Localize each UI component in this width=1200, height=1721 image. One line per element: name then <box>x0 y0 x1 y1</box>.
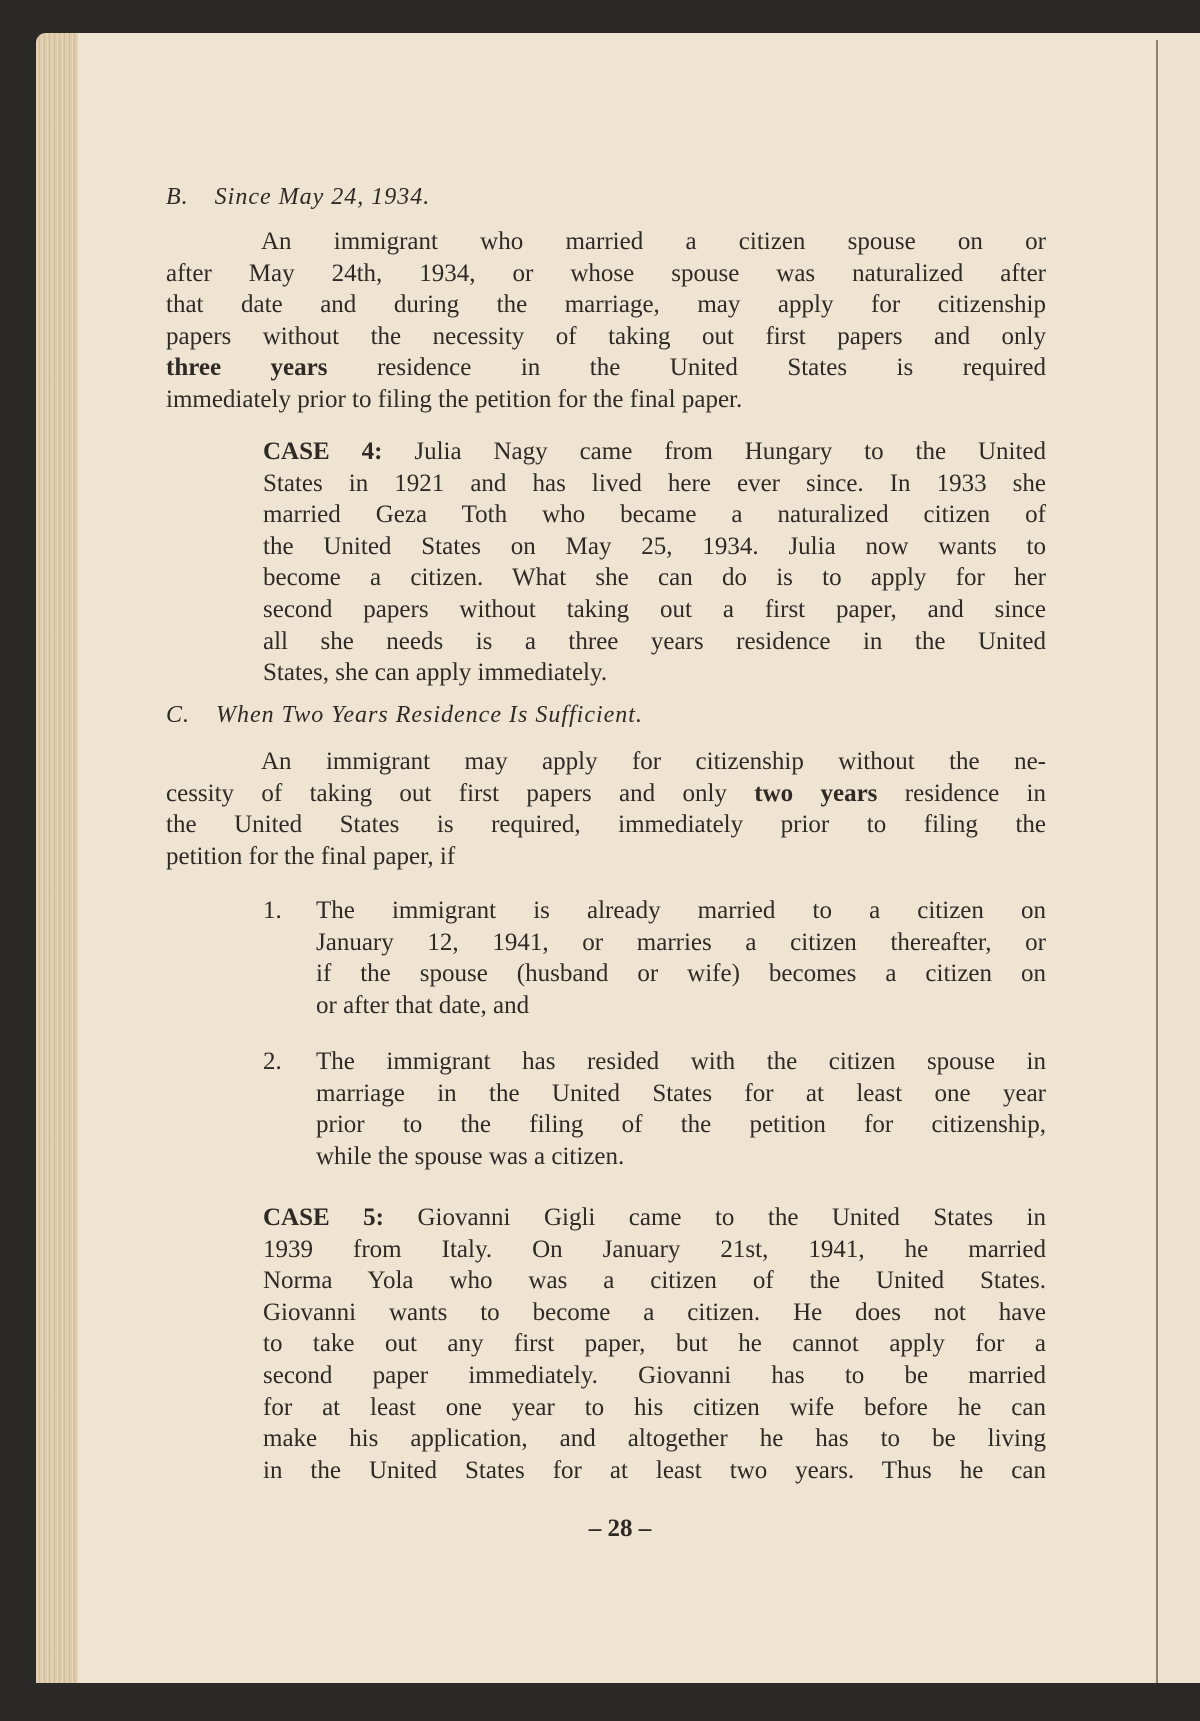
text-line: An immigrant who married a citizen spouse on or <box>261 228 1046 255</box>
text-span: residence in <box>877 779 1046 807</box>
text-line: prior to the filing of the petition for citizenship, <box>316 1111 1046 1139</box>
text-line: The immigrant is already married to a citizen on <box>316 897 1046 924</box>
text-line: in the United States for at least two years. Thus he can <box>263 1456 1046 1484</box>
section-letter: B. <box>166 184 189 210</box>
facing-page <box>1158 40 1200 1683</box>
text-line: while the spouse was a citizen. <box>316 1142 625 1170</box>
text-line: States, she can apply immediately. <box>263 659 608 687</box>
text-span: residence in the United States is required <box>327 354 1046 382</box>
text-span: Julia Nagy came from Hungary to the United <box>382 438 1047 465</box>
text-line: The immigrant has resided with the citizen spouse in <box>316 1048 1046 1075</box>
section-b-heading <box>166 182 430 214</box>
section-letter: C. <box>166 702 191 728</box>
text-line: to take out any first paper, but he cannot apply for a <box>263 1330 1046 1358</box>
text-line <box>263 436 1046 468</box>
list-item <box>263 895 1046 1021</box>
text-line: the United States is required, immediately prior to filing the <box>166 811 1046 839</box>
bold-text: two years <box>754 779 878 807</box>
list-number: 1. <box>263 897 282 924</box>
text-line: second papers without taking out a first paper, and since <box>263 595 1046 623</box>
section-c-heading <box>166 700 643 732</box>
bold-text: three years <box>166 354 328 382</box>
paragraph-c <box>166 746 1046 872</box>
text-line: that date and during the marriage, may apply for citizenship <box>166 291 1046 319</box>
text-span: cessity of taking out first papers and only <box>166 779 755 807</box>
text-line: become a citizen. What she can do is to apply for her <box>263 564 1046 592</box>
text-line: immediately prior to filing the petition for the final paper. <box>166 385 743 413</box>
text-line: second paper immediately. Giovanni has to be married <box>263 1361 1046 1389</box>
list-item <box>263 1046 1046 1172</box>
case-4 <box>263 436 1046 689</box>
text-line: married Geza Toth who became a naturalized citizen of <box>263 501 1046 529</box>
section-title: When Two Years Residence Is Sufficient. <box>216 702 643 728</box>
text-line: Norma Yola who was a citizen of the United States. <box>263 1267 1046 1295</box>
case-label: CASE 5: <box>263 1204 384 1231</box>
text-line: petition for the final paper, if <box>166 842 456 870</box>
text-line: all she needs is a three years residence in the United <box>263 627 1046 655</box>
text-line: if the spouse (husband or wife) becomes a citizen on <box>316 960 1046 988</box>
text-line: the United States on May 25, 1934. Julia now wants to <box>263 532 1046 560</box>
text-line: make his application, and altogether he has to be living <box>263 1425 1046 1453</box>
text-line: after May 24th, 1934, or whose spouse was naturalized after <box>166 259 1046 287</box>
paragraph-b <box>166 226 1046 416</box>
page-edges <box>36 33 78 1683</box>
text-line: 1939 from Italy. On January 21st, 1941, he married <box>263 1235 1046 1263</box>
case-5 <box>263 1202 1046 1486</box>
page-number: – 28 – <box>588 1515 652 1542</box>
case-label: CASE 4: <box>263 438 383 465</box>
text-line: An immigrant may apply for citizenship without the ne- <box>261 748 1046 775</box>
text-line: States in 1921 and has lived here ever since. In 1933 she <box>263 469 1046 497</box>
text-line: or after that date, and <box>316 991 530 1019</box>
text-span: Giovanni Gigli came to the United States in <box>383 1204 1046 1231</box>
section-title: Since May 24, 1934. <box>214 184 431 210</box>
text-line: Giovanni wants to become a citizen. He does not have <box>263 1298 1046 1326</box>
text-line: January 12, 1941, or marries a citizen thereafter, or <box>316 928 1046 956</box>
text-line: papers without the necessity of taking out first papers and only <box>166 322 1046 350</box>
list-number: 2. <box>263 1048 282 1075</box>
text-line: for at least one year to his citizen wife before he can <box>263 1393 1046 1421</box>
text-line: marriage in the United States for at least one year <box>316 1079 1046 1107</box>
text-line <box>166 352 1046 384</box>
text-line <box>263 1202 1046 1234</box>
text-line <box>166 778 1046 810</box>
